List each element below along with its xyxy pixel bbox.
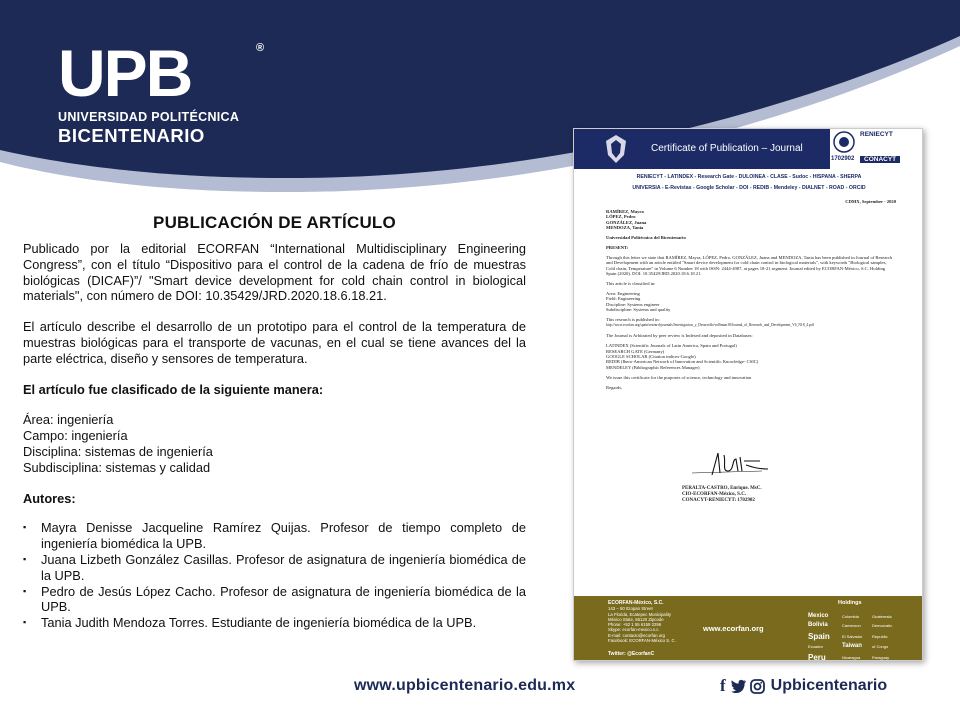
- holdings-title: Holdings: [838, 600, 862, 606]
- ecorfan-address: ECORFAN-México, S.C. 143 – 50 Itzopan Street La Florida, Ecatepec Municipality México State, 55120 Zipcode Phone: +52 1 55 6159 2296 Skype: ecorfan-mexico.s.c. E-mail: contacto@ecorfan.org Facebook: ECORFAN-México S. C.: [608, 600, 676, 644]
- facebook-icon[interactable]: f: [720, 676, 726, 695]
- list-item: ▪ Juana Lizbeth González Casillas. Profesor de asignatura de ingeniería biomédica de la UPB.: [23, 551, 526, 583]
- certificate-classified: This article is classified in:: [606, 280, 656, 286]
- instagram-icon[interactable]: [750, 679, 765, 694]
- registered-mark: ®: [256, 42, 265, 54]
- website-link[interactable]: www.upbicentenario.edu.mx: [354, 677, 576, 694]
- page-title: PUBLICACIÓN DE ARTÍCULO: [153, 213, 396, 232]
- classification-subdiscipline: Subdisciplina: sistemas y calidad: [23, 459, 211, 475]
- certificate-footer: ECORFAN-México, S.C. 143 – 50 Itzopan Street La Florida, Ecatepec Municipality México State, 55120 Zipcode Phone: +52 1 55 6159 2296 Skype: ecorfan-mexico.s.c. E-mail: contacto@ecorfan.org Facebook: ECORFAN-México S. C. Twitter: @EcorfanC www.ecorfan.org Holdings Mexico Colombia Guatemala Bolivia Cameroon Democratic Spain El Salvador Republic Ecuador Taiwan of Congo Peru Nicaragua Paraguay: [574, 596, 923, 661]
- certificate-issue: We issue this certificate for the purposes of science, technology and innovation: [606, 374, 752, 380]
- reniecyt-label: RENIECYT: [860, 131, 893, 138]
- twitter-icon[interactable]: [730, 679, 746, 693]
- reniecyt-seal-icon: [833, 131, 855, 153]
- classification-discipline: Disciplina: sistemas de ingeniería: [23, 443, 213, 459]
- ecorfan-seal-icon: [604, 133, 628, 165]
- certificate-image: [573, 128, 923, 661]
- signature-block: [682, 449, 772, 504]
- upb-logo: [58, 36, 278, 147]
- certificate-header: [574, 129, 923, 169]
- reniecyt-number: 1702902: [831, 156, 855, 162]
- social-links: [720, 676, 887, 696]
- article-content: [23, 212, 526, 631]
- classification-heading: El artículo fue clasificado de la siguiente manera:: [23, 381, 324, 397]
- logo-mark: UPB: [58, 36, 192, 110]
- conacyt-label: CONACYT: [860, 156, 900, 163]
- authors-list: [23, 520, 526, 631]
- list-item: ▪ Mayra Denisse Jacqueline Ramírez Quijas. Profesor de tiempo completo de ingeniería biomédica la UPB.: [23, 520, 526, 552]
- list-item: ▪ Tania Judith Mendoza Torres. Estudiante de ingeniería biomédica de la UPB.: [23, 615, 477, 631]
- certificate-arbitrated: The Journal is Arbitrated by peer review is Indexed and deposited in Databases:: [606, 333, 753, 339]
- ecorfan-website: www.ecorfan.org: [703, 624, 764, 633]
- certificate-institution: Universidad Politécnica del Bicentenario: [606, 235, 686, 241]
- reniecyt-block: [830, 129, 923, 169]
- certificate-recipients: RAMÍREZ, Mayra LÓPEZ, Pedro GONZÁLEZ, Juana MENDOZA, Tania: [606, 208, 647, 231]
- classification-field: Campo: ingeniería: [23, 428, 128, 444]
- certificate-title: Certificate of Publication – Journal: [651, 143, 803, 154]
- article-paragraph-1: Publicado por la editorial ECORFAN “International Multidisciplinary Engineering Congress”, con el título “Dispositivo para el control de la cadena de frío de muestras biológicas (DICAF)”/ "Smart device development for cold chain control in biological materials", con número de DOI: 10.35429/JRD.2020.18.6.18.21.: [23, 241, 526, 304]
- certificate-date: CDMX, September - 2020: [845, 199, 896, 204]
- certificate-index-line: RENIECYT - LATINDEX - Research Gate - DULOINEA - CLASE - Sudoc - HISPANA - SHERPA: [636, 174, 862, 180]
- signer-details: PERALTA-CASTRO, Enrique. MsC. CIO-ECORFAN-México, S.C. CONACYT-RENIECYT: 1702902: [682, 486, 762, 503]
- certificate-index-line: UNIVERSIA - E-Revistas - Google Scholar - DOI - REDIB - Mendeley - DIALNET - ROAD - ORCID: [632, 185, 866, 191]
- ecorfan-twitter: Twitter: @EcorfanC: [608, 651, 655, 657]
- signature-graphic: [682, 449, 772, 479]
- certificate-statement: Through this letter we state that RAMÍREZ, Mayra, LÓPEZ, Pedro, GONZÁLEZ, Juana and MENDOZA, Tania has been published in Journal of Research and Development with an article entitled "Smart device development for cold chain control in biological materials", with keywords "Biological samples, Cold chain, Temperature" in Volume 6 Number 18 with ISSN: 2444-4987, at pages 18-21 segment. Journal edited by ECORFAN-México, S.C. Holding Spain (2020). DOI: 10.35429/JRD.2020.18.6.18.21.: [606, 254, 893, 277]
- certificate-published-in: This research is published in: http://www.ecorfan.org/spain/researchjournals/Investigacion_y_Desarrollo/vol6num18/Journal_of_Research_and_Development_V6_N18_4.pdf: [606, 317, 814, 328]
- certificate-body: [606, 199, 896, 395]
- certificate-regards: Regards,: [606, 384, 623, 390]
- certificate-present: PRESENT:: [606, 244, 629, 250]
- logo-line-university: UNIVERSIDAD POLITÉCNICA: [58, 110, 240, 124]
- list-item: ▪ Pedro de Jesús López Cacho. Profesor de asignatura de ingeniería biomédica de la UPB.: [23, 583, 526, 615]
- article-paragraph-2: El artículo describe el desarrollo de un prototipo para el control de la temperatura de muestras biológicas para el transporte de vacunas, en el cual se tiene avances del la parte eléctrica, diseño y sensores de temperatura.: [23, 319, 526, 366]
- certificate-databases: LATINDEX (Scientific Journals of Latin America, Spain and Portugal) RESEARCH GATE (Germany) GOOGLE SCHOLAR (Citation indices-Google) REDIB (Ibero-American Network of Innovation and Scientific Knowledge- CSIC) MENDELEY (Bibliographic References Manager): [606, 343, 759, 370]
- authors-heading: Autores:: [23, 490, 76, 506]
- logo-line-bicentenario: BICENTENARIO: [58, 125, 205, 146]
- classification-area: Área: ingeniería: [23, 412, 114, 428]
- social-handle[interactable]: Upbicentenario: [770, 677, 888, 694]
- certificate-classification: Area: Engineering Field: Engineering Discipline: Systems engineer Subdiscipline: Systems and quality: [606, 290, 671, 313]
